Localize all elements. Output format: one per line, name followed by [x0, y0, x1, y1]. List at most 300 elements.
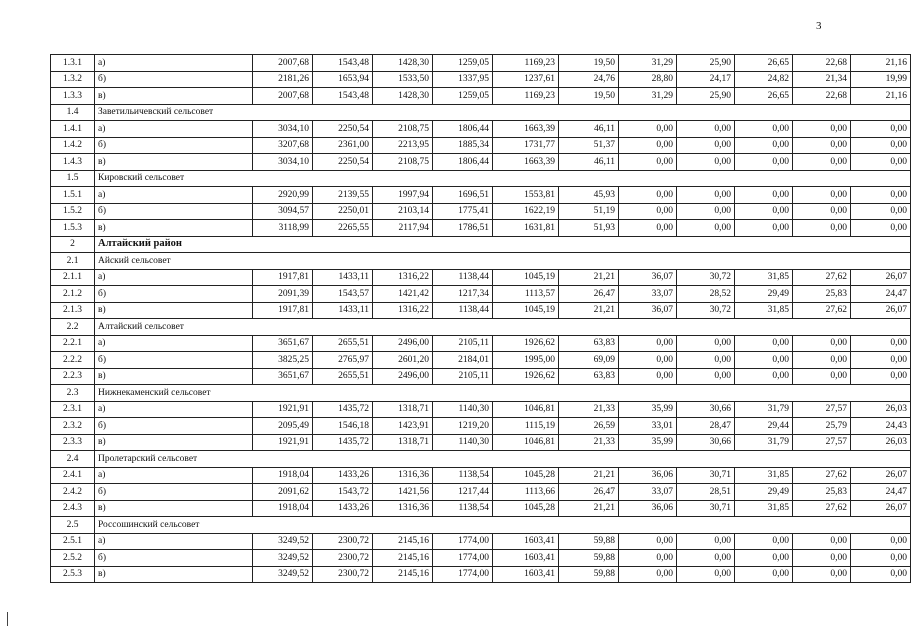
- value-cell: 2496,00: [373, 335, 433, 352]
- value-cell: 1543,57: [313, 286, 373, 303]
- value-cell: 3034,10: [253, 121, 313, 138]
- value-cell: 3207,68: [253, 137, 313, 154]
- value-cell: 30,71: [677, 500, 735, 517]
- row-code: 2.4.1: [51, 467, 95, 484]
- section-title: Кировский сельсовет: [95, 170, 911, 187]
- row-code: 2.5.3: [51, 566, 95, 583]
- table-row: [51, 220, 911, 237]
- value-cell: 0,00: [677, 533, 735, 550]
- table-row: [51, 203, 911, 220]
- row-code: 2.3: [51, 385, 95, 402]
- value-cell: 0,00: [851, 352, 911, 369]
- value-cell: 31,79: [735, 401, 793, 418]
- value-cell: 0,00: [851, 335, 911, 352]
- row-code: 1.5.2: [51, 203, 95, 220]
- row-variant-label: б): [95, 203, 253, 220]
- row-code: 2.5.2: [51, 550, 95, 567]
- value-cell: 21,34: [793, 71, 851, 88]
- value-cell: 29,49: [735, 484, 793, 501]
- row-variant-label: в): [95, 500, 253, 517]
- value-cell: 0,00: [851, 203, 911, 220]
- table-row: [51, 566, 911, 583]
- value-cell: 1217,44: [433, 484, 493, 501]
- value-cell: 27,57: [793, 434, 851, 451]
- row-variant-label: а): [95, 269, 253, 286]
- value-cell: 2145,16: [373, 566, 433, 583]
- value-cell: 27,62: [793, 500, 851, 517]
- value-cell: 31,85: [735, 500, 793, 517]
- table-row: [51, 467, 911, 484]
- value-cell: 35,99: [619, 401, 677, 418]
- value-cell: 0,00: [619, 121, 677, 138]
- value-cell: 0,00: [677, 154, 735, 171]
- row-variant-label: в): [95, 566, 253, 583]
- value-cell: 0,00: [851, 154, 911, 171]
- value-cell: 26,07: [851, 500, 911, 517]
- value-cell: 0,00: [677, 566, 735, 583]
- value-cell: 0,00: [851, 121, 911, 138]
- value-cell: 1045,28: [493, 500, 559, 517]
- row-variant-label: б): [95, 286, 253, 303]
- value-cell: 0,00: [619, 220, 677, 237]
- tariff-table: [50, 54, 911, 583]
- page-number: 3: [816, 20, 822, 32]
- value-cell: 1926,62: [493, 335, 559, 352]
- value-cell: 26,07: [851, 269, 911, 286]
- value-cell: 0,00: [793, 368, 851, 385]
- value-cell: 0,00: [793, 187, 851, 204]
- value-cell: 21,21: [559, 302, 619, 319]
- value-cell: 0,00: [677, 352, 735, 369]
- value-cell: 0,00: [619, 187, 677, 204]
- value-cell: 33,01: [619, 418, 677, 435]
- row-variant-label: б): [95, 550, 253, 567]
- row-code: 2: [51, 236, 95, 253]
- value-cell: 1663,39: [493, 121, 559, 138]
- row-code: 2.2.1: [51, 335, 95, 352]
- value-cell: 3034,10: [253, 154, 313, 171]
- value-cell: 26,03: [851, 434, 911, 451]
- value-cell: 1731,77: [493, 137, 559, 154]
- value-cell: 0,00: [677, 368, 735, 385]
- value-cell: 2184,01: [433, 352, 493, 369]
- value-cell: 33,07: [619, 484, 677, 501]
- row-variant-label: б): [95, 137, 253, 154]
- section-header-row: [51, 170, 911, 187]
- value-cell: 2117,94: [373, 220, 433, 237]
- value-cell: 36,06: [619, 467, 677, 484]
- value-cell: 1316,22: [373, 302, 433, 319]
- value-cell: 59,88: [559, 533, 619, 550]
- row-code: 2.1.3: [51, 302, 95, 319]
- value-cell: 1428,30: [373, 88, 433, 105]
- value-cell: 2108,75: [373, 121, 433, 138]
- row-variant-label: б): [95, 352, 253, 369]
- value-cell: 28,52: [677, 286, 735, 303]
- table-row: [51, 500, 911, 517]
- value-cell: 1259,05: [433, 55, 493, 72]
- value-cell: 0,00: [735, 203, 793, 220]
- value-cell: 1918,04: [253, 500, 313, 517]
- section-title: Пролетарский сельсовет: [95, 451, 911, 468]
- value-cell: 24,76: [559, 71, 619, 88]
- row-variant-label: а): [95, 121, 253, 138]
- value-cell: 24,17: [677, 71, 735, 88]
- value-cell: 1543,48: [313, 55, 373, 72]
- section-header-row: [51, 104, 911, 121]
- value-cell: 33,07: [619, 286, 677, 303]
- value-cell: 1806,44: [433, 154, 493, 171]
- value-cell: 2250,54: [313, 121, 373, 138]
- value-cell: 1543,72: [313, 484, 373, 501]
- section-header-row: [51, 451, 911, 468]
- value-cell: 0,00: [677, 335, 735, 352]
- value-cell: 2655,51: [313, 368, 373, 385]
- table-row: [51, 286, 911, 303]
- section-title: Заветильичевский сельсовет: [95, 104, 911, 121]
- value-cell: 27,62: [793, 269, 851, 286]
- value-cell: 3118,99: [253, 220, 313, 237]
- value-cell: 0,00: [793, 154, 851, 171]
- value-cell: 0,00: [793, 550, 851, 567]
- row-variant-label: а): [95, 187, 253, 204]
- row-code: 1.3.1: [51, 55, 95, 72]
- row-code: 2.3.1: [51, 401, 95, 418]
- row-variant-label: б): [95, 418, 253, 435]
- value-cell: 1543,48: [313, 88, 373, 105]
- value-cell: 0,00: [677, 137, 735, 154]
- value-cell: 0,00: [677, 220, 735, 237]
- value-cell: 2361,00: [313, 137, 373, 154]
- value-cell: 21,21: [559, 467, 619, 484]
- row-variant-label: а): [95, 533, 253, 550]
- row-variant-label: а): [95, 55, 253, 72]
- value-cell: 36,07: [619, 302, 677, 319]
- value-cell: 0,00: [851, 550, 911, 567]
- table-row: [51, 88, 911, 105]
- row-code: 2.1.2: [51, 286, 95, 303]
- value-cell: 0,00: [793, 352, 851, 369]
- value-cell: 2095,49: [253, 418, 313, 435]
- table-row: [51, 137, 911, 154]
- value-cell: 2920,99: [253, 187, 313, 204]
- row-code: 1.5: [51, 170, 95, 187]
- value-cell: 22,68: [793, 55, 851, 72]
- value-cell: 1622,19: [493, 203, 559, 220]
- value-cell: 36,06: [619, 500, 677, 517]
- value-cell: 25,79: [793, 418, 851, 435]
- value-cell: 21,33: [559, 434, 619, 451]
- value-cell: 2765,97: [313, 352, 373, 369]
- value-cell: 46,11: [559, 154, 619, 171]
- value-cell: 2145,16: [373, 533, 433, 550]
- section-title: Айский сельсовет: [95, 253, 911, 270]
- value-cell: 2105,11: [433, 335, 493, 352]
- value-cell: 1140,30: [433, 434, 493, 451]
- value-cell: 0,00: [735, 566, 793, 583]
- value-cell: 2250,01: [313, 203, 373, 220]
- value-cell: 1113,57: [493, 286, 559, 303]
- value-cell: 1995,00: [493, 352, 559, 369]
- section-header-row: [51, 385, 911, 402]
- value-cell: 31,79: [735, 434, 793, 451]
- value-cell: 1428,30: [373, 55, 433, 72]
- value-cell: 0,00: [793, 566, 851, 583]
- value-cell: 1786,51: [433, 220, 493, 237]
- value-cell: 63,83: [559, 368, 619, 385]
- value-cell: 0,00: [851, 187, 911, 204]
- value-cell: 51,19: [559, 203, 619, 220]
- value-cell: 1603,41: [493, 550, 559, 567]
- value-cell: 0,00: [793, 121, 851, 138]
- value-cell: 0,00: [735, 187, 793, 204]
- value-cell: 1169,23: [493, 55, 559, 72]
- value-cell: 2496,00: [373, 368, 433, 385]
- value-cell: 2145,16: [373, 550, 433, 567]
- row-code: 2.3.2: [51, 418, 95, 435]
- value-cell: 1653,94: [313, 71, 373, 88]
- margin-mark: [7, 612, 8, 626]
- value-cell: 1421,42: [373, 286, 433, 303]
- value-cell: 2103,14: [373, 203, 433, 220]
- value-cell: 0,00: [793, 335, 851, 352]
- value-cell: 30,66: [677, 401, 735, 418]
- value-cell: 28,80: [619, 71, 677, 88]
- value-cell: 27,62: [793, 467, 851, 484]
- value-cell: 59,88: [559, 566, 619, 583]
- table-row: [51, 418, 911, 435]
- value-cell: 1775,41: [433, 203, 493, 220]
- value-cell: 1806,44: [433, 121, 493, 138]
- section-title: Алтайский сельсовет: [95, 319, 911, 336]
- value-cell: 0,00: [851, 137, 911, 154]
- value-cell: 21,21: [559, 269, 619, 286]
- table-row: [51, 154, 911, 171]
- row-variant-label: а): [95, 335, 253, 352]
- value-cell: 27,62: [793, 302, 851, 319]
- value-cell: 1318,71: [373, 401, 433, 418]
- value-cell: 2091,39: [253, 286, 313, 303]
- row-code: 2.4.3: [51, 500, 95, 517]
- value-cell: 1045,19: [493, 269, 559, 286]
- value-cell: 24,47: [851, 286, 911, 303]
- value-cell: 0,00: [619, 154, 677, 171]
- row-code: 2.2: [51, 319, 95, 336]
- value-cell: 0,00: [735, 368, 793, 385]
- value-cell: 30,72: [677, 302, 735, 319]
- row-code: 1.4: [51, 104, 95, 121]
- value-cell: 26,65: [735, 88, 793, 105]
- district-header-row: [51, 236, 911, 253]
- table-row: [51, 302, 911, 319]
- table-row: [51, 550, 911, 567]
- value-cell: 0,00: [619, 566, 677, 583]
- row-code: 1.5.1: [51, 187, 95, 204]
- value-cell: 0,00: [619, 335, 677, 352]
- value-cell: 1138,54: [433, 500, 493, 517]
- table-body: [51, 55, 911, 583]
- row-code: 1.5.3: [51, 220, 95, 237]
- value-cell: 1603,41: [493, 533, 559, 550]
- value-cell: 0,00: [735, 154, 793, 171]
- value-cell: 1921,91: [253, 434, 313, 451]
- value-cell: 2601,20: [373, 352, 433, 369]
- value-cell: 1917,81: [253, 269, 313, 286]
- value-cell: 0,00: [619, 352, 677, 369]
- value-cell: 1917,81: [253, 302, 313, 319]
- value-cell: 1316,36: [373, 467, 433, 484]
- section-title: Россошинский сельсовет: [95, 517, 911, 534]
- value-cell: 0,00: [735, 550, 793, 567]
- value-cell: 1337,95: [433, 71, 493, 88]
- section-header-row: [51, 319, 911, 336]
- value-cell: 1237,61: [493, 71, 559, 88]
- section-title: Нижнекаменский сельсовет: [95, 385, 911, 402]
- value-cell: 1435,72: [313, 401, 373, 418]
- value-cell: 26,03: [851, 401, 911, 418]
- district-title: Алтайский район: [95, 236, 911, 253]
- value-cell: 31,29: [619, 88, 677, 105]
- value-cell: 25,83: [793, 484, 851, 501]
- value-cell: 1259,05: [433, 88, 493, 105]
- value-cell: 0,00: [735, 335, 793, 352]
- value-cell: 26,47: [559, 484, 619, 501]
- row-code: 2.5.1: [51, 533, 95, 550]
- value-cell: 1774,00: [433, 550, 493, 567]
- value-cell: 1433,26: [313, 500, 373, 517]
- value-cell: 1169,23: [493, 88, 559, 105]
- value-cell: 19,50: [559, 88, 619, 105]
- row-code: 2.2.3: [51, 368, 95, 385]
- value-cell: 26,65: [735, 55, 793, 72]
- row-variant-label: в): [95, 368, 253, 385]
- row-variant-label: в): [95, 88, 253, 105]
- value-cell: 1045,28: [493, 467, 559, 484]
- value-cell: 0,00: [793, 220, 851, 237]
- value-cell: 1433,26: [313, 467, 373, 484]
- value-cell: 1046,81: [493, 401, 559, 418]
- value-cell: 1115,19: [493, 418, 559, 435]
- value-cell: 1774,00: [433, 566, 493, 583]
- value-cell: 26,59: [559, 418, 619, 435]
- value-cell: 30,66: [677, 434, 735, 451]
- value-cell: 0,00: [793, 533, 851, 550]
- value-cell: 1316,22: [373, 269, 433, 286]
- value-cell: 1045,19: [493, 302, 559, 319]
- value-cell: 51,37: [559, 137, 619, 154]
- table-row: [51, 434, 911, 451]
- value-cell: 1140,30: [433, 401, 493, 418]
- value-cell: 1138,54: [433, 467, 493, 484]
- value-cell: 3651,67: [253, 335, 313, 352]
- value-cell: 3249,52: [253, 550, 313, 567]
- value-cell: 2181,26: [253, 71, 313, 88]
- value-cell: 24,82: [735, 71, 793, 88]
- table-row: [51, 335, 911, 352]
- value-cell: 0,00: [677, 550, 735, 567]
- section-header-row: [51, 517, 911, 534]
- value-cell: 0,00: [619, 137, 677, 154]
- value-cell: 1217,34: [433, 286, 493, 303]
- value-cell: 1663,39: [493, 154, 559, 171]
- row-code: 1.3.3: [51, 88, 95, 105]
- table-row: [51, 187, 911, 204]
- value-cell: 31,29: [619, 55, 677, 72]
- value-cell: 1631,81: [493, 220, 559, 237]
- value-cell: 2265,55: [313, 220, 373, 237]
- value-cell: 1433,11: [313, 302, 373, 319]
- value-cell: 26,07: [851, 467, 911, 484]
- value-cell: 19,50: [559, 55, 619, 72]
- value-cell: 1546,18: [313, 418, 373, 435]
- value-cell: 30,71: [677, 467, 735, 484]
- value-cell: 2108,75: [373, 154, 433, 171]
- value-cell: 21,16: [851, 88, 911, 105]
- table-row: [51, 121, 911, 138]
- value-cell: 2007,68: [253, 88, 313, 105]
- value-cell: 1997,94: [373, 187, 433, 204]
- value-cell: 0,00: [735, 220, 793, 237]
- value-cell: 29,49: [735, 286, 793, 303]
- value-cell: 46,11: [559, 121, 619, 138]
- value-cell: 30,72: [677, 269, 735, 286]
- value-cell: 63,83: [559, 335, 619, 352]
- row-code: 2.1: [51, 253, 95, 270]
- value-cell: 1138,44: [433, 269, 493, 286]
- value-cell: 24,43: [851, 418, 911, 435]
- value-cell: 0,00: [619, 550, 677, 567]
- value-cell: 0,00: [851, 220, 911, 237]
- value-cell: 3094,57: [253, 203, 313, 220]
- value-cell: 1423,91: [373, 418, 433, 435]
- value-cell: 1435,72: [313, 434, 373, 451]
- value-cell: 0,00: [793, 137, 851, 154]
- row-variant-label: в): [95, 434, 253, 451]
- row-code: 1.4.2: [51, 137, 95, 154]
- value-cell: 21,16: [851, 55, 911, 72]
- value-cell: 45,93: [559, 187, 619, 204]
- value-cell: 1885,34: [433, 137, 493, 154]
- section-header-row: [51, 253, 911, 270]
- value-cell: 31,85: [735, 467, 793, 484]
- row-code: 2.5: [51, 517, 95, 534]
- value-cell: 1918,04: [253, 467, 313, 484]
- value-cell: 0,00: [735, 352, 793, 369]
- value-cell: 21,33: [559, 401, 619, 418]
- table-row: [51, 484, 911, 501]
- value-cell: 2300,72: [313, 533, 373, 550]
- value-cell: 1318,71: [373, 434, 433, 451]
- value-cell: 29,44: [735, 418, 793, 435]
- value-cell: 1533,50: [373, 71, 433, 88]
- value-cell: 1603,41: [493, 566, 559, 583]
- value-cell: 1421,56: [373, 484, 433, 501]
- value-cell: 1046,81: [493, 434, 559, 451]
- table-row: [51, 368, 911, 385]
- value-cell: 0,00: [677, 187, 735, 204]
- value-cell: 36,07: [619, 269, 677, 286]
- value-cell: 59,88: [559, 550, 619, 567]
- value-cell: 35,99: [619, 434, 677, 451]
- value-cell: 1219,20: [433, 418, 493, 435]
- value-cell: 0,00: [851, 566, 911, 583]
- value-cell: 24,47: [851, 484, 911, 501]
- value-cell: 2300,72: [313, 566, 373, 583]
- value-cell: 2300,72: [313, 550, 373, 567]
- value-cell: 1433,11: [313, 269, 373, 286]
- row-code: 1.3.2: [51, 71, 95, 88]
- value-cell: 22,68: [793, 88, 851, 105]
